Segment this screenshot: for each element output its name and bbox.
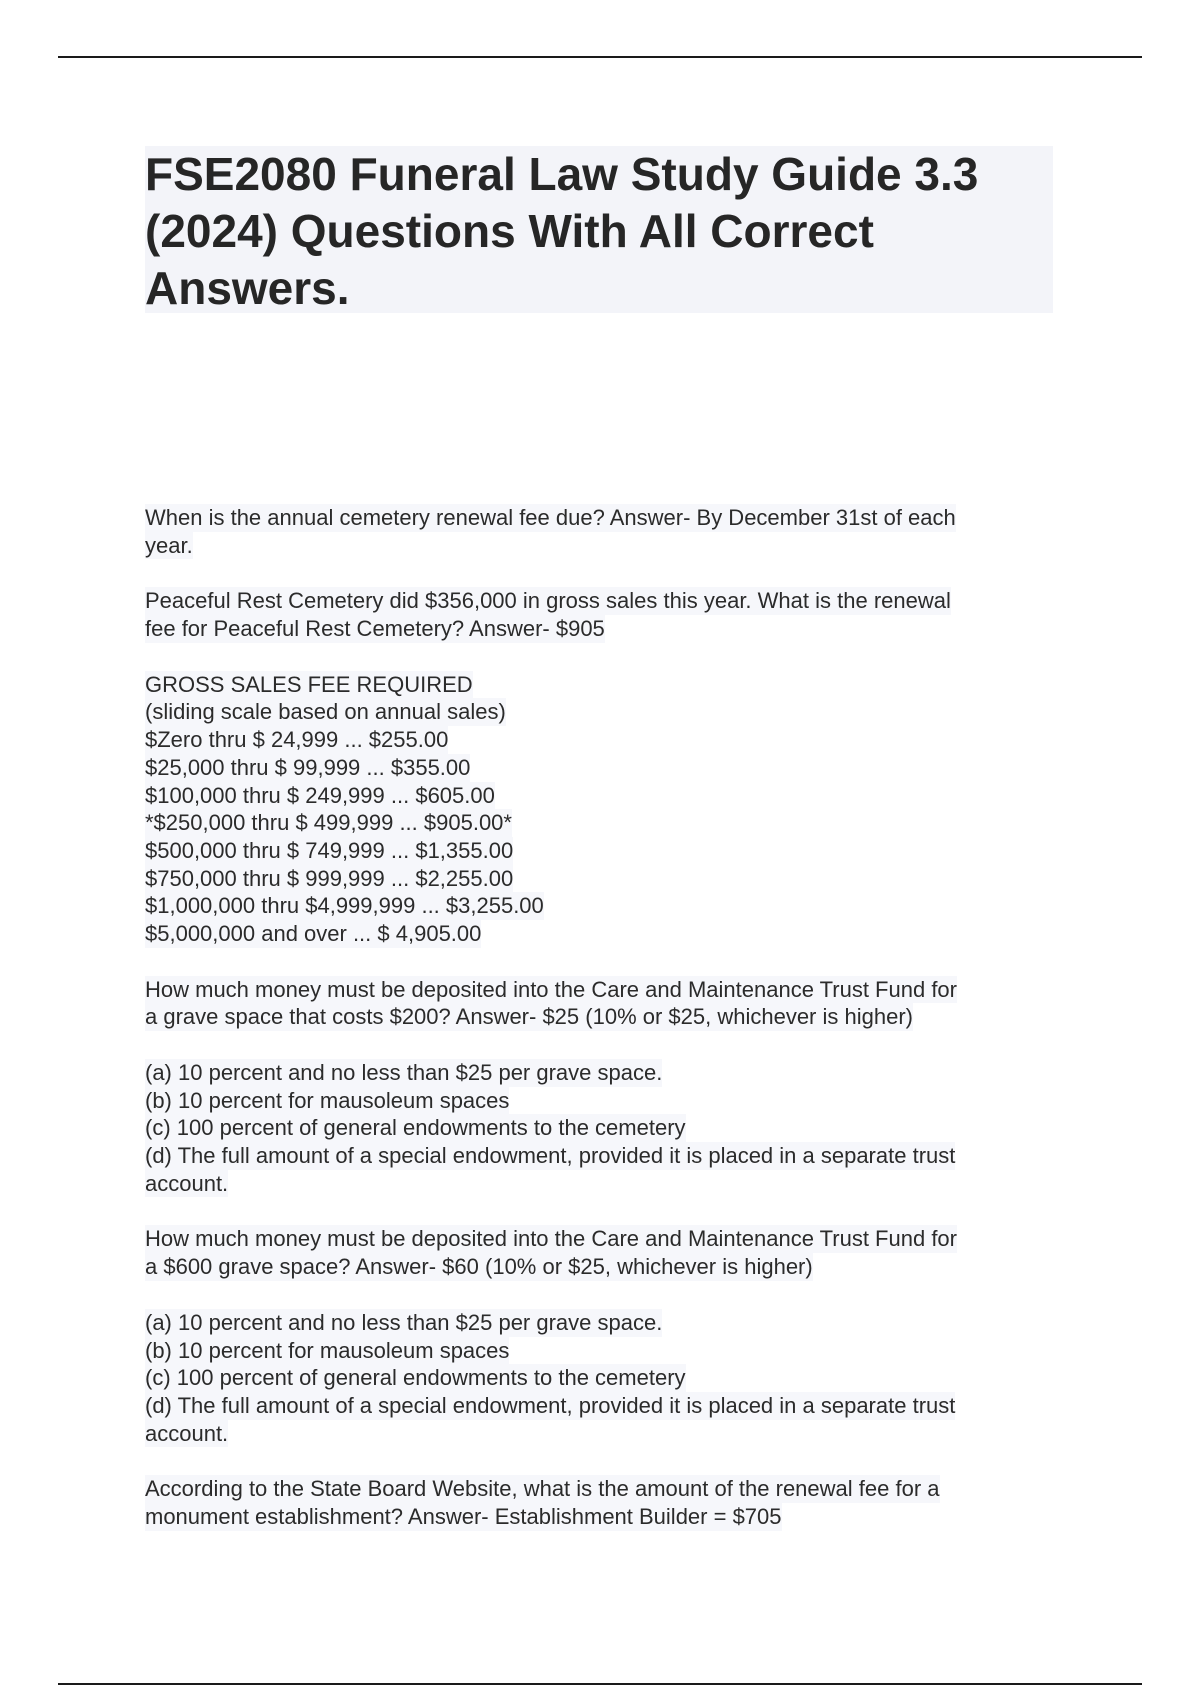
title-box	[145, 146, 1053, 313]
text-line: (b) 10 percent for mausoleum spaces	[145, 1087, 510, 1113]
text-line: account.	[145, 1420, 229, 1446]
text-block	[145, 976, 1060, 1031]
text-line: $5,000,000 and over ... $ 4,905.00	[145, 920, 482, 946]
text-line: (d) The full amount of a special endowment, provided it is placed in a separate trust	[145, 1143, 956, 1169]
document-body	[145, 504, 1060, 1559]
text-row	[145, 615, 1060, 643]
text-line: account.	[145, 1170, 229, 1196]
text-line: $25,000 thru $ 99,999 ... $355.00	[145, 754, 471, 780]
text-line: $100,000 thru $ 249,999 ... $605.00	[145, 782, 495, 808]
text-row	[145, 504, 1060, 532]
text-line: (d) The full amount of a special endowment, provided it is placed in a separate trust	[145, 1392, 956, 1418]
text-row	[145, 920, 1060, 948]
text-line: (a) 10 percent and no less than $25 per grave space.	[145, 1309, 663, 1335]
text-row	[145, 1087, 1060, 1115]
text-line: fee for Peaceful Rest Cemetery? Answer- $905	[145, 616, 605, 642]
text-block	[145, 671, 1060, 948]
text-line: (b) 10 percent for mausoleum spaces	[145, 1337, 510, 1363]
text-row	[145, 1337, 1060, 1365]
text-row	[145, 532, 1060, 560]
text-line: How much money must be deposited into the Care and Maintenance Trust Fund for	[145, 976, 957, 1002]
text-line: Peaceful Rest Cemetery did $356,000 in gross sales this year. What is the renewal	[145, 588, 951, 614]
text-line: $750,000 thru $ 999,999 ... $2,255.00	[145, 865, 514, 891]
text-row	[145, 1003, 1060, 1031]
document-title: FSE2080 Funeral Law Study Guide 3.3 (2024) Questions With All Correct Answers.	[145, 148, 979, 314]
text-block	[145, 1475, 1060, 1530]
text-row	[145, 1503, 1060, 1531]
text-row	[145, 587, 1060, 615]
text-row	[145, 809, 1060, 837]
text-line: a grave space that costs $200? Answer- $25 (10% or $25, whichever is higher)	[145, 1004, 913, 1030]
text-row	[145, 1114, 1060, 1142]
text-line: *$250,000 thru $ 499,999 ... $905.00*	[145, 810, 512, 836]
text-line: (sliding scale based on annual sales)	[145, 699, 506, 725]
text-row	[145, 1170, 1060, 1198]
text-row	[145, 754, 1060, 782]
text-row	[145, 1253, 1060, 1281]
text-block	[145, 1059, 1060, 1197]
text-line: (a) 10 percent and no less than $25 per grave space.	[145, 1060, 663, 1085]
text-row	[145, 837, 1060, 865]
text-block	[145, 1225, 1060, 1280]
text-row	[145, 1309, 1060, 1337]
top-divider	[58, 56, 1142, 58]
text-row	[145, 865, 1060, 893]
text-block	[145, 587, 1060, 642]
text-line: (c) 100 percent of general endowments to the cemetery	[145, 1365, 686, 1391]
text-line: a $600 grave space? Answer- $60 (10% or $25, whichever is higher)	[145, 1254, 813, 1280]
text-row	[145, 1059, 1060, 1087]
text-row	[145, 892, 1060, 920]
text-line: monument establishment? Answer- Establishment Builder = $705	[145, 1503, 782, 1529]
text-line: $1,000,000 thru $4,999,999 ... $3,255.00	[145, 893, 544, 919]
text-block	[145, 504, 1060, 559]
text-line: $500,000 thru $ 749,999 ... $1,355.00	[145, 837, 514, 863]
text-row	[145, 1392, 1060, 1420]
text-row	[145, 1142, 1060, 1170]
text-line: GROSS SALES FEE REQUIRED	[145, 671, 473, 697]
text-line: (c) 100 percent of general endowments to the cemetery	[145, 1115, 686, 1141]
text-row	[145, 976, 1060, 1004]
text-row	[145, 1225, 1060, 1253]
text-row	[145, 782, 1060, 810]
text-row	[145, 726, 1060, 754]
text-line: $Zero thru $ 24,999 ... $255.00	[145, 727, 449, 753]
text-row	[145, 1364, 1060, 1392]
text-line: According to the State Board Website, what is the amount of the renewal fee for a	[145, 1476, 940, 1502]
text-row	[145, 1420, 1060, 1448]
text-row	[145, 1475, 1060, 1503]
text-line: year.	[145, 532, 193, 558]
text-line: When is the annual cemetery renewal fee due? Answer- By December 31st of each	[145, 505, 956, 530]
text-block	[145, 1309, 1060, 1447]
text-row	[145, 698, 1060, 726]
text-row	[145, 671, 1060, 699]
bottom-divider	[58, 1683, 1142, 1685]
text-line: How much money must be deposited into the Care and Maintenance Trust Fund for	[145, 1226, 957, 1252]
